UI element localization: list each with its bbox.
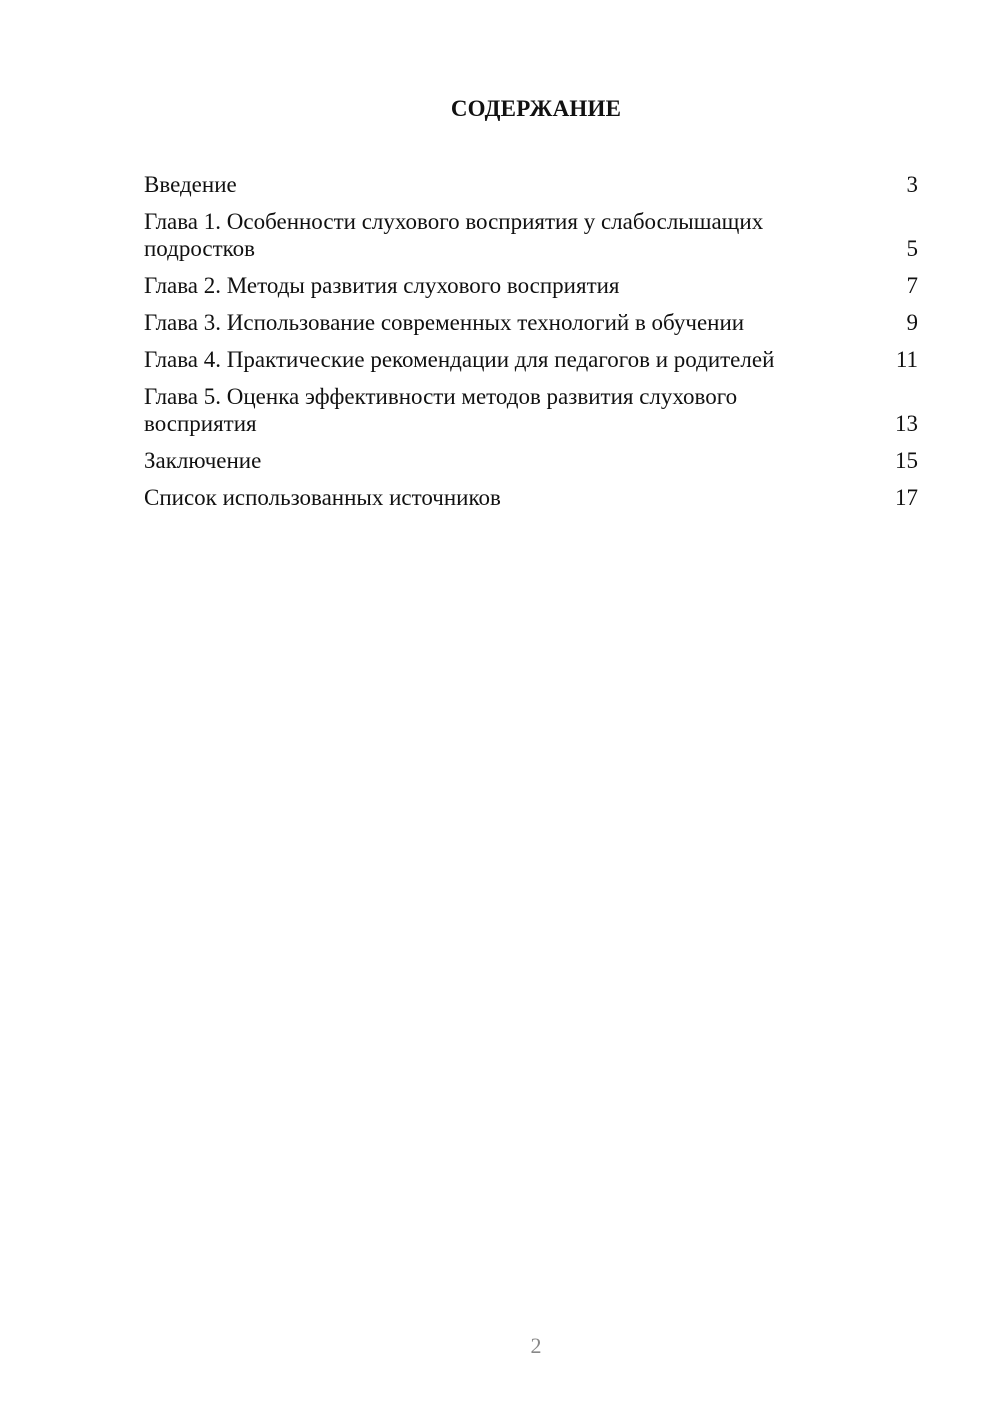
toc-item-page: 9 (906, 310, 918, 335)
toc-item-chapter-1[interactable] (144, 208, 918, 262)
toc-item-chapter-2[interactable] (144, 272, 918, 299)
toc-item-page: 5 (906, 236, 918, 261)
toc-item-text: Введение (144, 172, 237, 197)
page-number: 2 (530, 1333, 542, 1358)
toc-item-page: 13 (895, 411, 918, 436)
toc-item-text: Глава 2. Методы развития слухового восприятия (144, 273, 620, 298)
toc-item-chapter-5[interactable] (144, 383, 918, 437)
toc-item-text: Глава 5. Оценка эффективности методов развития слухового восприятия (144, 384, 738, 436)
toc-item-page: 3 (906, 172, 918, 197)
table-of-contents (144, 171, 918, 521)
toc-item-chapter-3[interactable] (144, 309, 918, 336)
toc-item-page: 17 (895, 485, 918, 510)
toc-item-page: 11 (895, 347, 918, 372)
toc-item-chapter-4[interactable] (144, 346, 918, 373)
toc-item-text: Заключение (144, 448, 262, 473)
toc-item-page: 7 (906, 273, 918, 298)
toc-item-text: Глава 1. Особенности слухового восприятия у слабослышащих подростков (144, 209, 764, 261)
page-title: СОДЕРЖАНИЕ (450, 96, 622, 121)
toc-item-introduction[interactable] (144, 171, 918, 198)
toc-item-text: Список использованных источников (144, 485, 501, 510)
toc-item-page: 15 (895, 448, 918, 473)
toc-item-text: Глава 4. Практические рекомендации для педагогов и родителей (144, 347, 775, 372)
toc-item-text: Глава 3. Использование современных технологий в обучении (144, 310, 745, 335)
toc-item-references[interactable] (144, 484, 918, 511)
toc-item-conclusion[interactable] (144, 447, 918, 474)
